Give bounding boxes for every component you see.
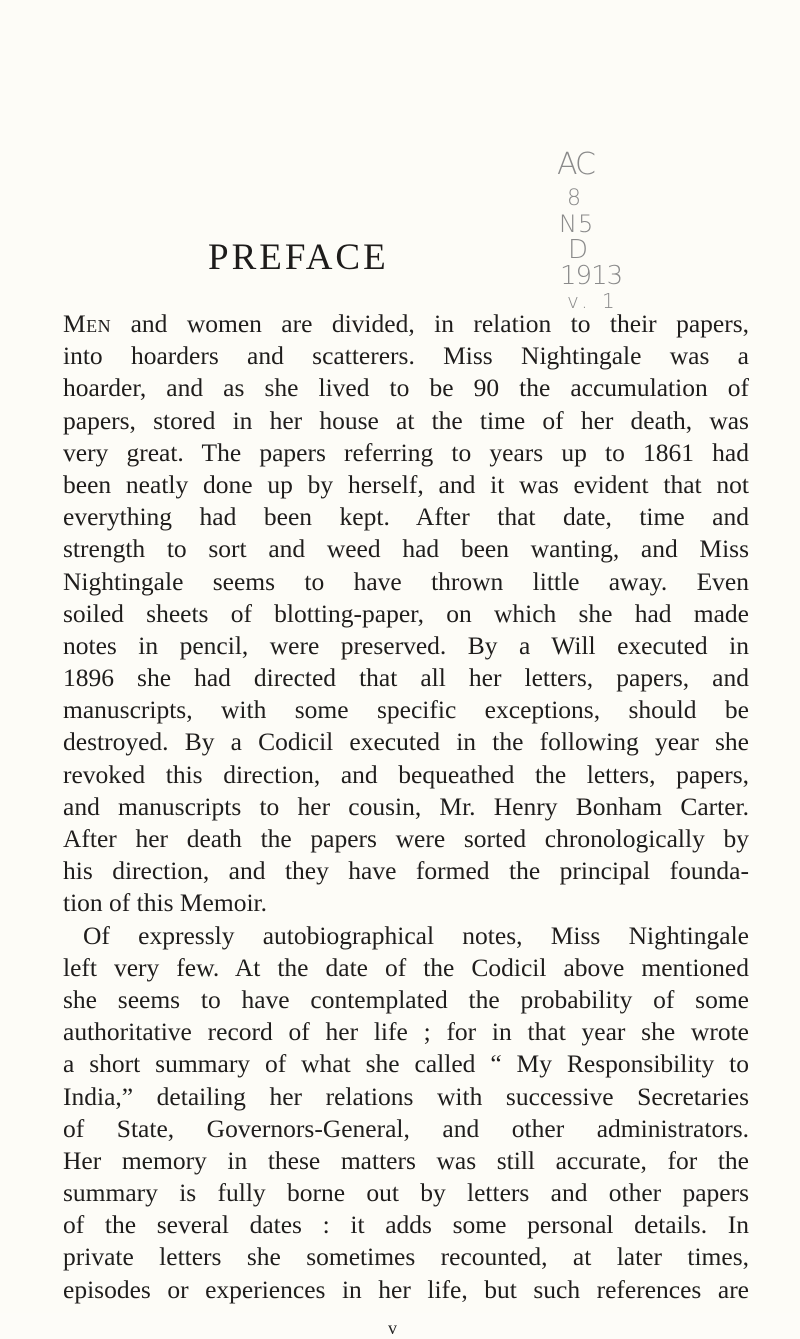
text-line: everything had been kept. After that date, time and bbox=[63, 502, 749, 532]
text-line: left very few. At the date of the Codicil above mentioned bbox=[63, 952, 749, 982]
shelfmark-line: N5 bbox=[559, 210, 595, 238]
text-line: been neatly done up by herself, and it was evident that not bbox=[63, 469, 749, 499]
text-line: private letters she sometimes recounted, at later times, bbox=[63, 1242, 749, 1272]
body-text bbox=[63, 308, 749, 1306]
paragraph-2 bbox=[63, 920, 749, 1306]
text-line: episodes or experiences in her life, but such references are bbox=[63, 1274, 749, 1304]
shelfmark-line: 8 bbox=[567, 186, 581, 211]
text-line: notes in pencil, were preserved. By a Will executed in bbox=[63, 630, 749, 660]
text-line: hoarder, and as she lived to be 90 the accumulation of bbox=[63, 373, 749, 403]
text-line: destroyed. By a Codicil executed in the following year she bbox=[63, 727, 749, 757]
drop-lead-word: Men bbox=[63, 309, 112, 338]
text-line: Of expressly autobiographical notes, Miss Nightingale bbox=[83, 920, 749, 950]
text-line: a short summary of what she called “ My Responsibility to bbox=[63, 1049, 749, 1079]
text-line: summary is fully borne out by letters and other papers bbox=[63, 1178, 749, 1208]
paragraph-1 bbox=[63, 308, 749, 920]
text-line: she seems to have contemplated the probability of some bbox=[63, 984, 749, 1014]
text-line: authoritative record of her life ; for in that year she wrote bbox=[63, 1017, 749, 1047]
text-line: tion of this Memoir. bbox=[63, 888, 267, 918]
shelfmark-line: 1913 bbox=[560, 261, 623, 291]
text-line: and manuscripts to her cousin, Mr. Henry Bonham Carter. bbox=[63, 791, 749, 821]
shelfmark-line: v. 1 bbox=[567, 289, 619, 313]
text-line: Her memory in these matters was still accurate, for the bbox=[63, 1145, 749, 1175]
library-shelfmark bbox=[530, 147, 623, 325]
text-line: of the several dates : it adds some personal details. In bbox=[63, 1210, 749, 1240]
shelfmark-line: AC bbox=[557, 147, 594, 182]
text-line: 1896 she had directed that all her letters, papers, and bbox=[63, 663, 749, 693]
page-title: PREFACE bbox=[208, 237, 389, 278]
text-line: soiled sheets of blotting-paper, on which she had made bbox=[63, 598, 749, 628]
text-line: revoked this direction, and bequeathed the letters, papers, bbox=[63, 759, 749, 789]
text-line: strength to sort and weed had been wanting, and Miss bbox=[63, 534, 749, 564]
text-line: After her death the papers were sorted chronologically by bbox=[63, 824, 749, 853]
text-line: Men and women are divided, in relation to their papers, bbox=[63, 309, 749, 338]
text-line: into hoarders and scatterers. Miss Nightingale was a bbox=[63, 341, 749, 371]
shelfmark-line: D bbox=[568, 235, 589, 265]
text-line: papers, stored in her house at the time of her death, was bbox=[63, 405, 749, 435]
text-line: India,” detailing her relations with successive Secretaries bbox=[63, 1081, 749, 1111]
text-line: manuscripts, with some specific exceptions, should be bbox=[63, 695, 749, 725]
page-number: v bbox=[388, 1318, 397, 1338]
text-line: Nightingale seems to have thrown little away. Even bbox=[63, 566, 749, 596]
text-line: of State, Governors-General, and other administrators. bbox=[63, 1113, 749, 1143]
text-line: his direction, and they have formed the principal founda- bbox=[63, 856, 749, 886]
text-line: very great. The papers referring to years up to 1861 had bbox=[63, 437, 749, 467]
